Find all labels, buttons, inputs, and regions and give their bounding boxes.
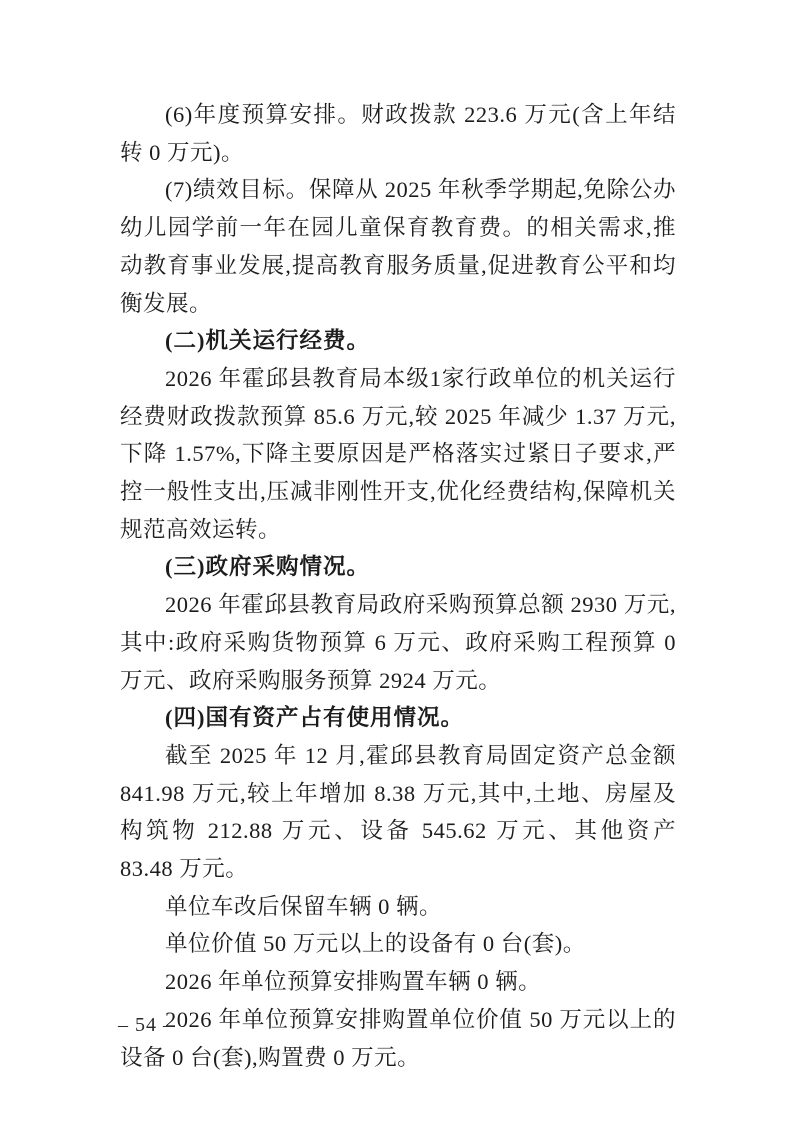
section-heading-state-assets: (四)国有资产占有使用情况。 [165,705,464,731]
paragraph-government-procurement: 2026 年霍邱县教育局政府采购预算总额 2930 万元,其中:政府采购货物预算 6 万元、政府采购工程预算 0 万元、政府采购服务预算 2924 万元。 [120,592,676,693]
paragraph-7-performance-goals: (7)绩效目标。保障从 2025 年秋季学期起,免除公办幼儿园学前一年在园儿童保育教育费。的相关需求,推动教育事业发展,提高教育服务质量,促进教育公平和均衡发展。 [120,177,676,316]
page-number: – 54 – [118,1014,174,1036]
paragraph-2026-equipment-purchase: 2026 年单位预算安排购置单位价值 50 万元以上的设备 0 台(套),购置费 0 万元。 [120,1006,676,1070]
paragraph-2026-vehicle-purchase: 2026 年单位预算安排购置车辆 0 辆。 [165,969,542,995]
paragraph-retained-vehicles: 单位车改后保留车辆 0 辆。 [165,893,443,919]
paragraph-equipment-over-50: 单位价值 50 万元以上的设备有 0 台(套)。 [165,931,586,957]
section-heading-government-procurement: (三)政府采购情况。 [165,554,370,580]
paragraph-6-annual-budget: (6)年度预算安排。财政拨款 223.6 万元(含上年结转 0 万元)。 [120,102,676,165]
document-body [120,96,676,1076]
paragraph-fixed-assets: 截至 2025 年 12 月,霍邱县教育局固定资产总金额 841.98 万元,较上年增加 8.38 万元,其中,土地、房屋及构筑物 212.88 万元、设备 545.62 万元、其他资产 83.48 万元。 [120,742,676,882]
section-heading-agency-operating-funds: (二)机关运行经费。 [165,328,370,354]
paragraph-agency-operating-funds: 2026 年霍邱县教育局本级1家行政单位的机关运行经费财政拨款预算 85.6 万元,较 2025 年减少 1.37 万元,下降 1.57%,下降主要原因是严格落实过紧日子要求,严控一般性支出,压减非刚性开支,优化经费结构,保障机关规范高效运转。 [120,365,676,542]
